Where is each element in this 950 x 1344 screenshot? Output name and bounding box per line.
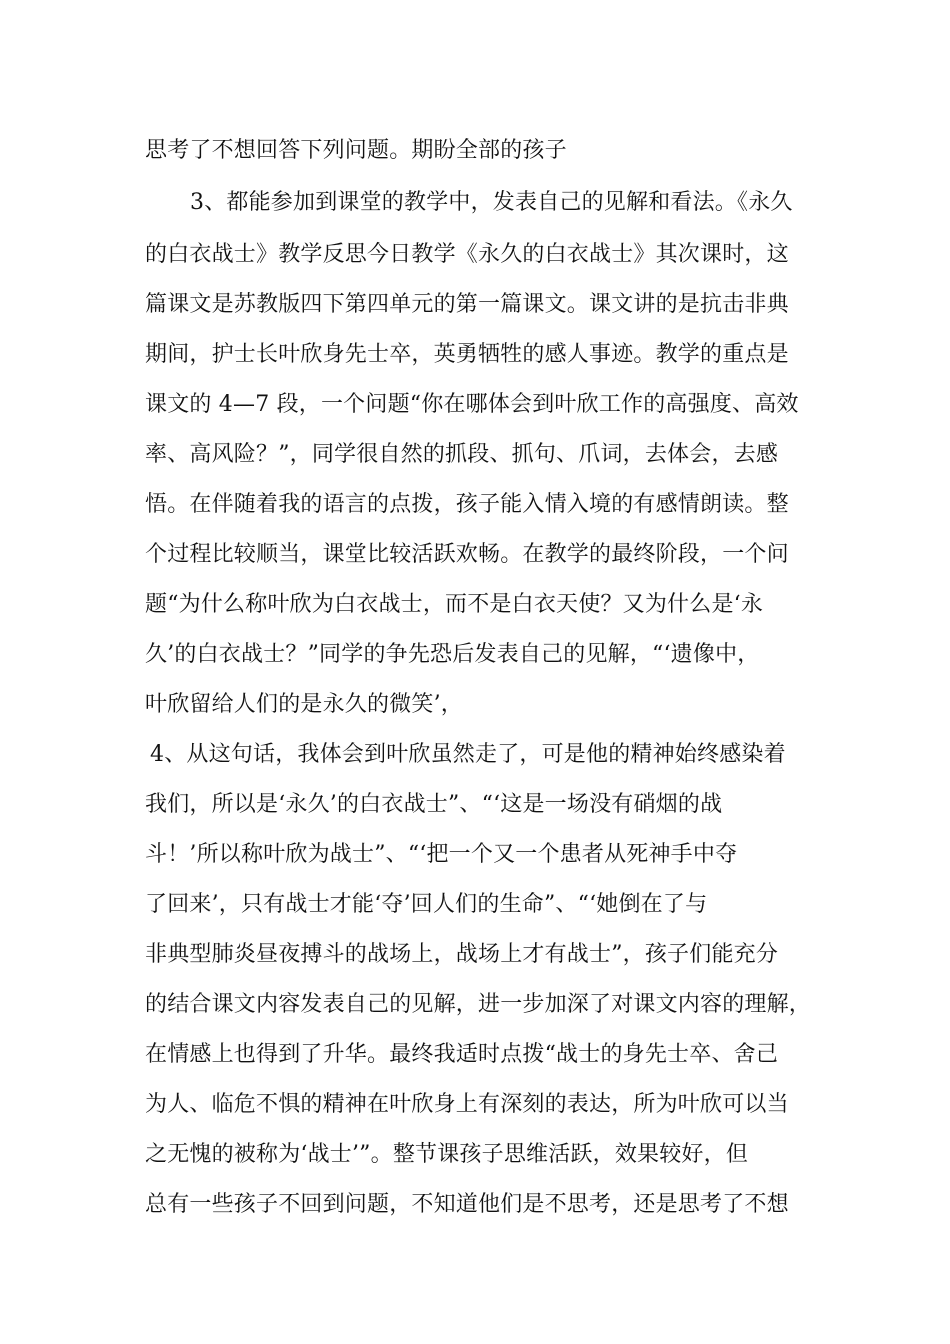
text-line: 率、高风险？”，同学很自然的抓段、抓句、爪词，去体会，去感	[145, 442, 779, 467]
text-line: 悟。在伴随着我的语言的点拨，孩子能入情入境的有感情朗读。整	[145, 492, 789, 517]
text-line: 的白衣战士》教学反思今日教学《永久的白衣战士》其次课时，这	[145, 242, 789, 267]
text-line: 久’的白衣战士？”同学的争先恐后发表自己的见解，“‘遗像中，	[145, 642, 760, 667]
text-line: 期间，护士长叶欣身先士卒，英勇牺牲的感人事迹。教学的重点是	[145, 342, 789, 367]
text-line: 课文的 4—7 段，一个问题“你在哪体会到叶欣工作的高强度、高效	[145, 392, 799, 417]
text-line: 题“为什么称叶欣为白衣战士，而不是白衣天使？又为什么是‘永	[145, 592, 764, 617]
text-line: 思考了不想回答下列问题。期盼全部的孩子	[145, 138, 567, 163]
text-line: 非典型肺炎昼夜搏斗的战场上，战场上才有战士”，孩子们能充分	[145, 942, 779, 967]
text-line: 的结合课文内容发表自己的见解，进一步加深了对课文内容的理解，	[145, 992, 812, 1017]
text-line: 斗！’所以称叶欣为战士”、“‘把一个又一个患者从死神手中夺	[145, 842, 738, 867]
text-line: 叶欣留给人们的是永久的微笑’，	[145, 692, 463, 717]
text-line: 3、都能参加到课堂的教学中，发表自己的见解和看法。《永久	[190, 190, 793, 215]
text-line: 个过程比较顺当，课堂比较活跃欢畅。在教学的最终阶段，一个问	[145, 542, 789, 567]
text-line: 篇课文是苏教版四下第四单元的第一篇课文。课文讲的是抗击非典	[145, 292, 789, 317]
text-line: 4、从这句话，我体会到叶欣虽然走了，可是他的精神始终感染着	[150, 742, 786, 767]
text-line: 之无愧的被称为‘战士’”。整节课孩子思维活跃，效果较好，但	[145, 1142, 749, 1167]
text-line: 了回来’，只有战士才能‘夺’回人们的生命”、“‘她倒在了与	[145, 892, 708, 917]
text-line: 总有一些孩子不回到问题，不知道他们是不思考，还是思考了不想	[145, 1192, 789, 1217]
text-line: 我们，所以是‘永久’的白衣战士”、“‘这是一场没有硝烟的战	[145, 792, 723, 817]
text-line: 在情感上也得到了升华。最终我适时点拨“战士的身先士卒、舍己	[145, 1042, 779, 1067]
text-line: 为人、临危不惧的精神在叶欣身上有深刻的表达，所为叶欣可以当	[145, 1092, 789, 1117]
